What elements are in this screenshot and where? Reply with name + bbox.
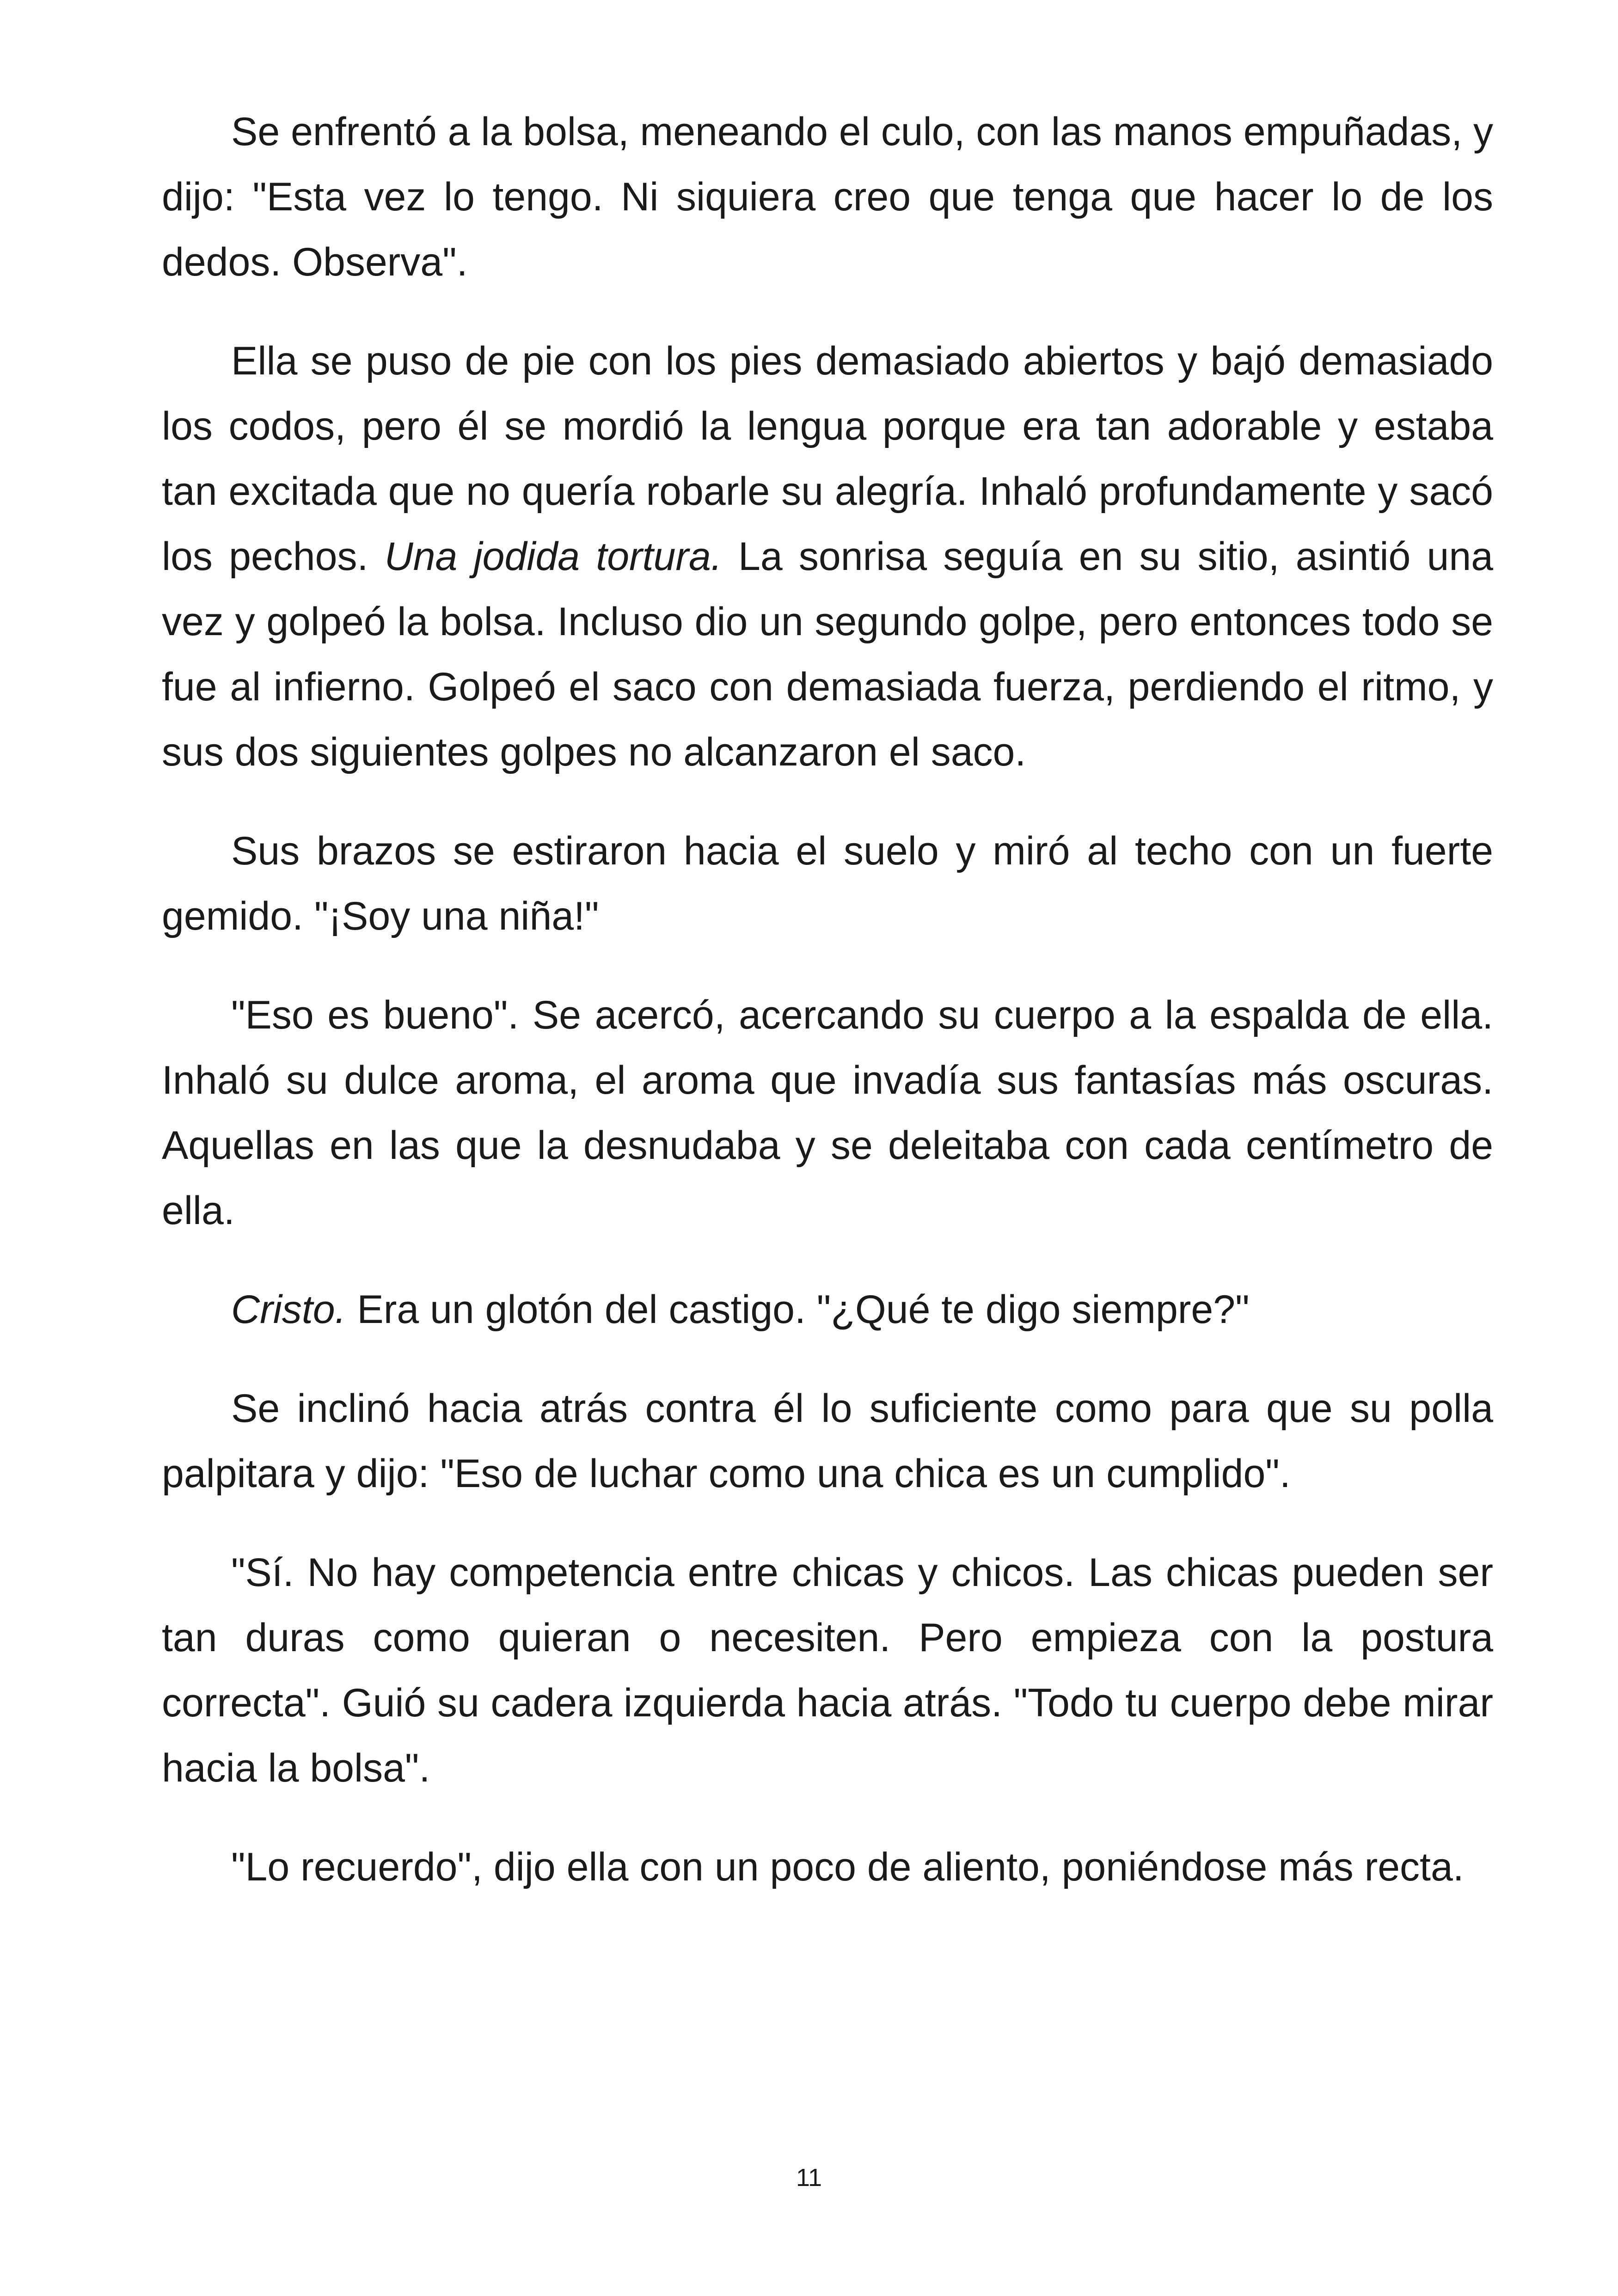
paragraph-8 bbox=[162, 1835, 1493, 1900]
page-number: 11 bbox=[796, 2164, 822, 2192]
paragraph-1 bbox=[162, 99, 1493, 295]
paragraph-4-text: "Eso es bueno". Se acercó, acercando su cuerpo a la espalda de ella. Inhaló su dulce aroma, el aroma que invadía sus fantasías más oscuras. Aquellas en las que la desnudaba y se deleitaba con cada centímetro de ella. bbox=[162, 993, 1493, 1233]
paragraph-3 bbox=[162, 819, 1493, 949]
paragraph-3-text: Sus brazos se estiraron hacia el suelo y miró al techo con un fuerte gemido. "¡Soy una niña!" bbox=[162, 829, 1493, 938]
paragraph-5-text: Era un glotón del castigo. "¿Qué te digo siempre?" bbox=[346, 1287, 1250, 1332]
paragraph-7 bbox=[162, 1540, 1493, 1801]
paragraph-5-italic: Cristo. bbox=[231, 1287, 346, 1332]
paragraph-1-text: Se enfrentó a la bolsa, meneando el culo, con las manos empuñadas, y dijo: "Esta vez lo tengo. Ni siquiera creo que tenga que hacer lo de los dedos. Observa". bbox=[162, 110, 1493, 284]
paragraph-6-text: Se inclinó hacia atrás contra él lo suficiente como para que su polla palpitara y dijo: "Eso de luchar como una chica es un cumplido". bbox=[162, 1386, 1493, 1496]
body-text bbox=[162, 99, 1493, 1934]
paragraph-2-text-a: Ella se puso de pie con los pies demasiado abiertos y bajó demasiado los codos, pero él se mordió la lengua porque era tan adorable y estaba tan excitada que no quería robarle su alegría. Inhaló profundamente y sacó los pechos. bbox=[162, 339, 1493, 579]
paragraph-6 bbox=[162, 1376, 1493, 1506]
paragraph-5 bbox=[162, 1277, 1493, 1342]
paragraph-2-italic: Una jodida tortura. bbox=[384, 534, 722, 579]
paragraph-2 bbox=[162, 329, 1493, 785]
paragraph-2-text-b: La sonrisa seguía en su sitio, asintió una vez y golpeó la bolsa. Incluso dio un segundo golpe, pero entonces todo se fue al infierno. Golpeó el saco con demasiada fuerza, perdiendo el ritmo, y sus dos siguientes golpes no alcanzaron el saco. bbox=[162, 534, 1494, 774]
paragraph-7-text: "Sí. No hay competencia entre chicas y chicos. Las chicas pueden ser tan duras como quieran o necesiten. Pero empieza con la postura correcta". Guió su cadera izquierda hacia atrás. "Todo tu cuerpo debe mirar hacia la bolsa". bbox=[162, 1550, 1493, 1790]
paragraph-4 bbox=[162, 983, 1493, 1243]
paragraph-8-text: "Lo recuerdo", dijo ella con un poco de aliento, poniéndose más recta. bbox=[231, 1845, 1464, 1889]
